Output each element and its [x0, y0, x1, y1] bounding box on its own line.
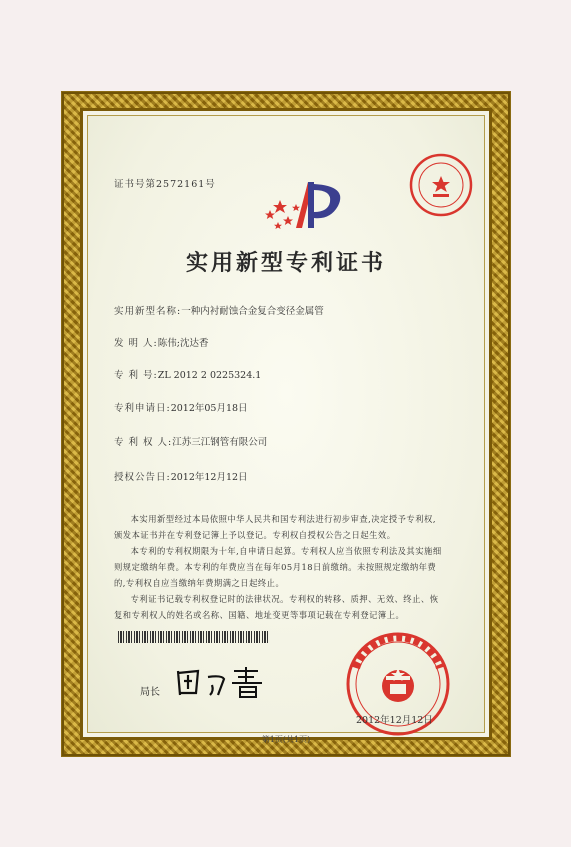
field-label: 实用新型名称: [114, 306, 182, 317]
body-paragraph: 专利证书记载专利权登记时的法律状况。专利权的转移、质押、无效、终止、恢复和专利权人的姓名或名称、国籍、地址变更等事项记载在专利登记簿上。 [114, 594, 439, 620]
field-value: 一种内衬耐蚀合金复合变径金属管 [181, 306, 324, 317]
director-label: 局长 [140, 687, 160, 698]
body-paragraph: 本实用新型经过本局依照中华人民共和国专利法进行初步审查,决定授予专利权,颁发本证书并在专利登记簿上予以登记。专利权自授权公告之日起生效。 [114, 514, 436, 540]
field-row-inventor [114, 335, 208, 349]
certificate-body [114, 511, 444, 623]
field-label: 授权公告日: [114, 472, 171, 483]
field-value: 2012年05月18日 [170, 403, 248, 414]
field-label: 专 利 权 人: [114, 437, 173, 448]
certificate-title: 实用新型专利证书 [185, 250, 386, 276]
field-row-patentee [114, 434, 267, 448]
seal-date: 2012年12月12日 [356, 715, 433, 726]
director-signature-icon [168, 661, 288, 701]
certificate-paper [87, 115, 485, 744]
field-label: 发 明 人: [114, 338, 158, 349]
field-row-utility-model-name [114, 303, 324, 317]
page-number: 第1页(共1页) [261, 735, 311, 744]
field-value: 2012年12月12日 [170, 472, 248, 483]
field-value: 陈伟;沈达香 [157, 338, 209, 349]
field-label: 专 利 号: [114, 370, 158, 381]
field-value: ZL 2012 2 0225324.1 [157, 370, 262, 381]
field-value: 江苏三江钢管有限公司 [172, 437, 268, 448]
field-row-application-date [114, 400, 248, 414]
certificate-number: 证书号第2572161号 [114, 179, 216, 190]
barcode [118, 631, 268, 643]
field-row-grant-date [114, 469, 248, 483]
certificate-inner-border [80, 108, 492, 744]
field-row-patent-number [114, 367, 261, 381]
field-label: 专利申请日: [114, 403, 171, 414]
patent-office-seal-icon [408, 152, 474, 218]
body-paragraph: 本专利的专利权期限为十年,自申请日起算。专利权人应当依照专利法及其实施细则规定缴纳年费。本专利的年费应当在每年05月18日前缴纳。未按照规定缴纳年费的,专利权自应当缴纳年费期满之日起终止。 [114, 546, 442, 588]
certificate-frame [62, 92, 510, 756]
patent-office-emblem-icon [256, 178, 366, 236]
